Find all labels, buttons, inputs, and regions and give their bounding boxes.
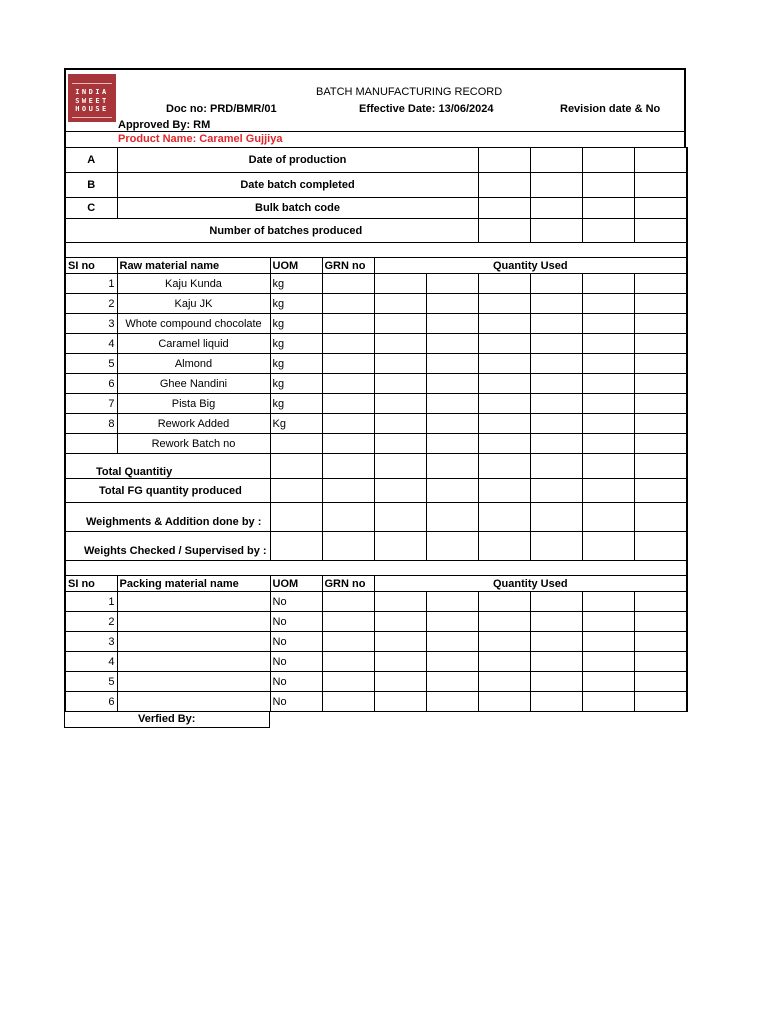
uom-cell: No (270, 612, 322, 632)
col-header-uom: UOM (270, 258, 322, 274)
entry-cell[interactable] (322, 434, 374, 454)
entry-cell[interactable] (634, 592, 687, 612)
uom-cell: kg (270, 354, 322, 374)
approved-by: Approved By: RM (118, 119, 211, 131)
entry-cell[interactable] (478, 672, 530, 692)
entry-cell[interactable] (478, 434, 530, 454)
entry-cell[interactable] (478, 612, 530, 632)
entry-cell[interactable] (478, 652, 530, 672)
entry-cell[interactable] (530, 692, 582, 712)
entry-cell[interactable] (582, 479, 634, 503)
entry-cell[interactable] (374, 652, 426, 672)
entry-cell[interactable] (478, 692, 530, 712)
material-name: Caramel liquid (117, 334, 270, 354)
raw-material-rows (65, 274, 687, 434)
uom-cell: No (270, 692, 322, 712)
entry-cell[interactable] (634, 173, 687, 198)
verified-by: Verfied By: (64, 712, 270, 728)
batch-code-letter: B (65, 173, 117, 198)
entry-cell[interactable] (530, 374, 582, 394)
col-header-grn: GRN no (322, 258, 374, 274)
entry-cell[interactable] (634, 219, 687, 243)
entry-cell[interactable] (530, 592, 582, 612)
entry-cell[interactable] (478, 274, 530, 294)
entry-cell[interactable] (530, 632, 582, 652)
entry-cell[interactable] (426, 632, 478, 652)
entry-cell[interactable] (322, 314, 374, 334)
material-name (117, 612, 270, 632)
entry-cell[interactable] (634, 414, 687, 434)
raw-material-row (65, 374, 687, 394)
entry-cell[interactable] (374, 414, 426, 434)
material-name (117, 672, 270, 692)
entry-cell[interactable] (582, 503, 634, 532)
product-name: Product Name: Caramel Gujjiya (64, 132, 686, 147)
raw-material-row (65, 414, 687, 434)
entry-cell[interactable] (426, 532, 478, 561)
entry-cell[interactable] (322, 294, 374, 314)
uom-cell: No (270, 592, 322, 612)
entry-cell[interactable] (322, 632, 374, 652)
col-header-qty: Quantity Used (374, 576, 687, 592)
doc-number: Doc no: PRD/BMR/01 (166, 103, 277, 115)
uom-cell: kg (270, 274, 322, 294)
entry-cell[interactable] (582, 198, 634, 219)
entry-cell[interactable] (634, 632, 687, 652)
entry-cell[interactable] (426, 454, 478, 479)
entry-cell[interactable] (582, 632, 634, 652)
entry-cell[interactable] (634, 652, 687, 672)
batch-row-a (65, 148, 687, 173)
packing-material-rows (65, 592, 687, 712)
entry-cell[interactable] (374, 294, 426, 314)
material-name (117, 632, 270, 652)
raw-material-header (65, 258, 687, 274)
entry-cell[interactable] (582, 612, 634, 632)
entry-cell[interactable] (426, 503, 478, 532)
entry-cell[interactable] (582, 592, 634, 612)
india-sweet-house-logo (68, 74, 116, 122)
sl-number: 3 (65, 632, 117, 652)
entry-cell[interactable] (478, 294, 530, 314)
sl-number: 1 (65, 592, 117, 612)
sl-number: 6 (65, 374, 117, 394)
raw-material-row (65, 274, 687, 294)
entry-cell[interactable] (634, 394, 687, 414)
entry-cell[interactable] (270, 479, 322, 503)
entry-cell[interactable] (530, 198, 582, 219)
entry-cell[interactable] (270, 434, 322, 454)
uom-cell: No (270, 672, 322, 692)
weighments-row (65, 503, 687, 532)
entry-cell[interactable] (478, 394, 530, 414)
entry-cell[interactable] (322, 692, 374, 712)
weighments-label: Weighments & Addition done by : (65, 503, 270, 532)
sl-number: 4 (65, 652, 117, 672)
uom-cell: kg (270, 394, 322, 414)
logo-line-2: SWEET (75, 96, 109, 105)
entry-cell[interactable] (634, 479, 687, 503)
entry-cell[interactable] (582, 394, 634, 414)
entry-cell[interactable] (426, 274, 478, 294)
entry-cell[interactable] (478, 374, 530, 394)
entry-cell[interactable] (374, 592, 426, 612)
raw-material-row (65, 294, 687, 314)
raw-material-row (65, 394, 687, 414)
uom-cell: Kg (270, 414, 322, 434)
entry-cell[interactable] (478, 219, 530, 243)
entry-cell[interactable] (478, 198, 530, 219)
entry-cell[interactable] (270, 454, 322, 479)
uom-cell: kg (270, 314, 322, 334)
material-name: Rework Added (117, 414, 270, 434)
entry-cell[interactable] (426, 334, 478, 354)
entry-cell[interactable] (426, 354, 478, 374)
entry-cell[interactable] (634, 434, 687, 454)
material-name (117, 692, 270, 712)
uom-cell: kg (270, 374, 322, 394)
batch-label: Bulk batch code (117, 198, 478, 219)
revision-date: Revision date & No (560, 103, 661, 115)
logo-line-1: INDIA (75, 88, 109, 96)
material-name: Almond (117, 354, 270, 374)
logo-line-3: HOUSE (75, 105, 109, 113)
document-title: BATCH MANUFACTURING RECORD (316, 86, 503, 98)
entry-cell[interactable] (582, 692, 634, 712)
batch-label: Date batch completed (117, 173, 478, 198)
uom-cell: kg (270, 334, 322, 354)
sl-number: 6 (65, 692, 117, 712)
entry-cell[interactable] (634, 612, 687, 632)
entry-cell[interactable] (426, 592, 478, 612)
entry-cell[interactable] (426, 692, 478, 712)
entry-cell[interactable] (322, 274, 374, 294)
col-header-name: Raw material name (117, 258, 270, 274)
spacer-row (65, 243, 687, 258)
entry-cell[interactable] (582, 532, 634, 561)
raw-material-row (65, 334, 687, 354)
entry-cell[interactable] (426, 479, 478, 503)
entry-cell[interactable] (530, 394, 582, 414)
uom-cell: No (270, 652, 322, 672)
entry-cell[interactable] (374, 314, 426, 334)
packing-material-header (65, 576, 687, 592)
entry-cell[interactable] (322, 354, 374, 374)
packing-material-row (65, 592, 687, 612)
entry-cell[interactable] (582, 434, 634, 454)
entry-cell[interactable] (582, 274, 634, 294)
batch-row-c (65, 198, 687, 219)
sl-number: 5 (65, 354, 117, 374)
entry-cell[interactable] (530, 414, 582, 434)
effective-date: Effective Date: 13/06/2024 (359, 103, 494, 115)
entry-cell[interactable] (634, 198, 687, 219)
col-header-qty: Quantity Used (374, 258, 687, 274)
entry-cell[interactable] (634, 532, 687, 561)
entry-cell[interactable] (478, 334, 530, 354)
entry-cell[interactable] (634, 672, 687, 692)
batch-code-letter: A (65, 148, 117, 173)
rework-batch-label: Rework Batch no (117, 434, 270, 454)
entry-cell[interactable] (322, 454, 374, 479)
entry-cell[interactable] (426, 652, 478, 672)
entry-cell[interactable] (582, 652, 634, 672)
sl-number: 5 (65, 672, 117, 692)
entry-cell[interactable] (478, 454, 530, 479)
entry-cell[interactable] (530, 148, 582, 173)
material-name: Kaju JK (117, 294, 270, 314)
entry-cell[interactable] (426, 374, 478, 394)
sl-number: 3 (65, 314, 117, 334)
entry-cell[interactable] (582, 173, 634, 198)
entry-cell[interactable] (634, 334, 687, 354)
entry-cell[interactable] (374, 334, 426, 354)
rework-batch-row (65, 434, 687, 454)
entry-cell[interactable] (478, 354, 530, 374)
entry-cell[interactable] (478, 592, 530, 612)
entry-cell[interactable] (530, 219, 582, 243)
sl-number: 4 (65, 334, 117, 354)
entry-cell[interactable] (634, 503, 687, 532)
entry-cell[interactable] (426, 414, 478, 434)
batch-label: Date of production (117, 148, 478, 173)
entry-cell[interactable] (322, 672, 374, 692)
entry-cell[interactable] (582, 334, 634, 354)
entry-cell[interactable] (634, 354, 687, 374)
entry-cell[interactable] (530, 314, 582, 334)
packing-material-row (65, 632, 687, 652)
total-fg-label: Total FG quantity produced (65, 479, 270, 503)
material-name: Pista Big (117, 394, 270, 414)
total-quantity-row (65, 454, 687, 479)
raw-material-row (65, 314, 687, 334)
material-name: Whote compound chocolate (117, 314, 270, 334)
entry-cell[interactable] (374, 454, 426, 479)
entry-cell[interactable] (374, 274, 426, 294)
col-header-sl: SI no (65, 258, 117, 274)
entry-cell[interactable] (582, 354, 634, 374)
entry-cell[interactable] (634, 454, 687, 479)
entry-cell[interactable] (374, 503, 426, 532)
entry-cell[interactable] (634, 148, 687, 173)
entry-cell[interactable] (530, 454, 582, 479)
uom-cell: kg (270, 294, 322, 314)
sl-number: 1 (65, 274, 117, 294)
col-header-sl: SI no (65, 576, 117, 592)
entry-cell[interactable] (634, 274, 687, 294)
entry-cell[interactable] (530, 334, 582, 354)
entry-cell[interactable] (530, 354, 582, 374)
entry-cell[interactable] (582, 374, 634, 394)
entry-cell[interactable] (374, 434, 426, 454)
entry-cell[interactable] (374, 672, 426, 692)
entry-cell[interactable] (530, 652, 582, 672)
entry-cell[interactable] (374, 532, 426, 561)
entry-cell[interactable] (322, 503, 374, 532)
entry-cell[interactable] (374, 612, 426, 632)
entry-cell[interactable] (426, 394, 478, 414)
total-quantity-label: Total Quantitiy (65, 454, 270, 479)
col-header-grn: GRN no (322, 576, 374, 592)
entry-cell[interactable] (374, 479, 426, 503)
sl-number: 2 (65, 612, 117, 632)
entry-cell[interactable] (530, 503, 582, 532)
entry-cell[interactable] (322, 612, 374, 632)
entry-cell[interactable] (478, 314, 530, 334)
main-record-table (64, 147, 688, 712)
entry-cell[interactable] (322, 652, 374, 672)
entry-cell[interactable] (634, 314, 687, 334)
weights-checked-label: Weights Checked / Supervised by : (65, 532, 270, 561)
entry-cell[interactable] (322, 479, 374, 503)
packing-material-row (65, 672, 687, 692)
entry-cell[interactable] (478, 503, 530, 532)
entry-cell[interactable] (582, 672, 634, 692)
entry-cell[interactable] (322, 374, 374, 394)
batch-row-count (65, 219, 687, 243)
uom-cell: No (270, 632, 322, 652)
sl-number: 2 (65, 294, 117, 314)
entry-cell[interactable] (322, 414, 374, 434)
raw-material-row (65, 354, 687, 374)
entry-cell[interactable] (426, 294, 478, 314)
entry-cell[interactable] (530, 294, 582, 314)
entry-cell[interactable] (374, 394, 426, 414)
entry-cell[interactable] (478, 532, 530, 561)
weights-checked-row (65, 532, 687, 561)
entry-cell[interactable] (374, 354, 426, 374)
entry-cell[interactable] (374, 632, 426, 652)
entry-cell[interactable] (426, 612, 478, 632)
entry-cell[interactable] (478, 632, 530, 652)
entry-cell[interactable] (530, 434, 582, 454)
entry-cell[interactable] (426, 434, 478, 454)
batch-code-letter: C (65, 198, 117, 219)
entry-cell[interactable] (634, 294, 687, 314)
material-name: Ghee Nandini (117, 374, 270, 394)
batch-label: Number of batches produced (65, 219, 478, 243)
entry-cell[interactable] (478, 414, 530, 434)
total-fg-row (65, 479, 687, 503)
entry-cell[interactable] (426, 314, 478, 334)
col-header-name: Packing material name (117, 576, 270, 592)
packing-material-row (65, 612, 687, 632)
entry-cell[interactable] (530, 173, 582, 198)
spacer-row (65, 561, 687, 576)
entry-cell[interactable] (634, 374, 687, 394)
entry-cell[interactable] (582, 219, 634, 243)
entry-cell[interactable] (582, 414, 634, 434)
col-header-uom: UOM (270, 576, 322, 592)
material-name (117, 652, 270, 672)
entry-cell[interactable] (478, 479, 530, 503)
entry-cell[interactable] (582, 294, 634, 314)
entry-cell[interactable] (478, 148, 530, 173)
entry-cell[interactable] (322, 394, 374, 414)
material-name (117, 592, 270, 612)
entry-cell[interactable] (530, 672, 582, 692)
entry-cell[interactable] (322, 592, 374, 612)
sl-number: 8 (65, 414, 117, 434)
entry-cell[interactable] (322, 334, 374, 354)
entry-cell[interactable] (426, 672, 478, 692)
batch-row-b (65, 173, 687, 198)
entry-cell[interactable] (530, 612, 582, 632)
document-header (64, 68, 686, 132)
entry-cell[interactable] (530, 274, 582, 294)
sl-number: 7 (65, 394, 117, 414)
entry-cell[interactable] (478, 173, 530, 198)
entry-cell[interactable] (582, 454, 634, 479)
batch-manufacturing-record (64, 68, 686, 728)
entry-cell[interactable] (582, 148, 634, 173)
entry-cell[interactable] (634, 692, 687, 712)
entry-cell[interactable] (374, 374, 426, 394)
entry-cell[interactable] (582, 314, 634, 334)
material-name: Kaju Kunda (117, 274, 270, 294)
entry-cell[interactable] (530, 479, 582, 503)
entry-cell[interactable] (322, 532, 374, 561)
packing-material-row (65, 692, 687, 712)
entry-cell[interactable] (270, 503, 322, 532)
entry-cell[interactable] (530, 532, 582, 561)
entry-cell[interactable] (374, 692, 426, 712)
packing-material-row (65, 652, 687, 672)
entry-cell[interactable] (270, 532, 322, 561)
